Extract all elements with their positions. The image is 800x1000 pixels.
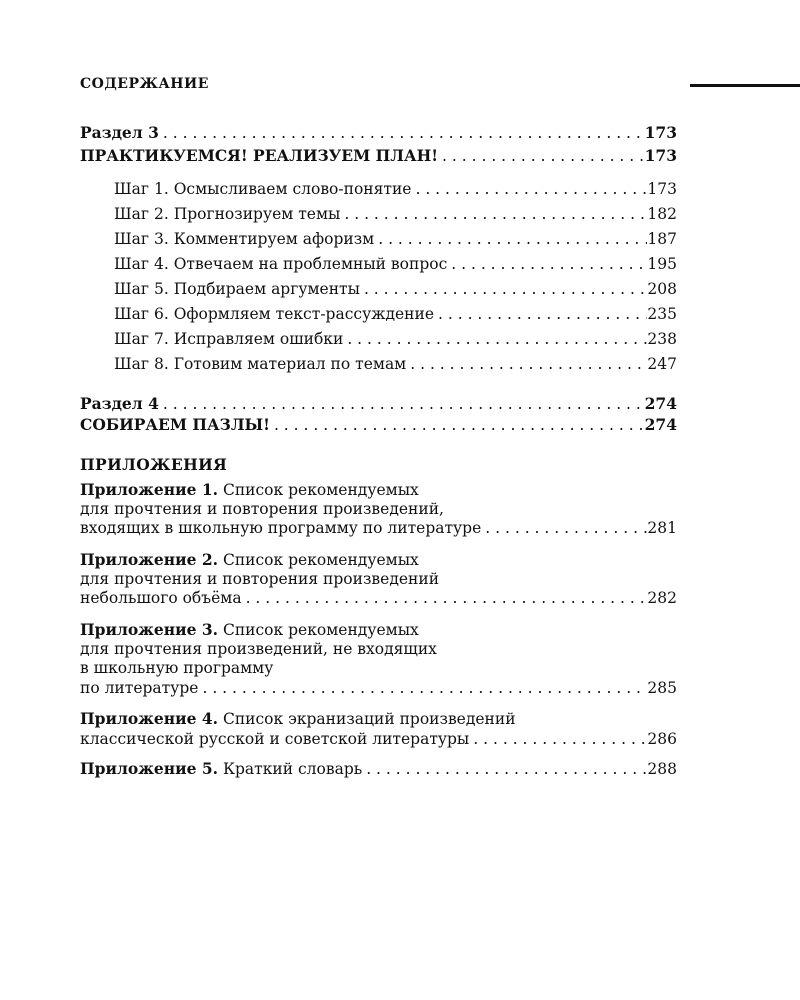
dot-leader bbox=[469, 729, 647, 749]
appendix-1-line[interactable] bbox=[80, 480, 419, 500]
appendix-text: для прочтения произведений, не входящих bbox=[80, 640, 437, 658]
toc-entry-page: 247 bbox=[647, 355, 677, 373]
toc-entry-label: Шаг 2. Прогнозируем темы bbox=[114, 205, 341, 223]
toc-entry-page: 274 bbox=[644, 394, 677, 413]
toc-entry-step[interactable] bbox=[114, 179, 677, 199]
toc-entry-page: 281 bbox=[647, 519, 677, 537]
toc-entry-section-4-title[interactable] bbox=[80, 415, 677, 435]
page-heading: СОДЕРЖАНИЕ bbox=[80, 76, 209, 92]
appendix-label: Приложение 3. bbox=[80, 620, 219, 639]
toc-entry-appendix-3[interactable] bbox=[80, 678, 677, 698]
toc-entry-label: небольшого объёма bbox=[80, 589, 242, 607]
appendix-text: в школьную программу bbox=[80, 659, 274, 677]
dot-leader bbox=[447, 254, 647, 274]
dot-leader bbox=[242, 588, 648, 608]
toc-entry-page: 274 bbox=[644, 415, 677, 434]
toc-entry-step[interactable] bbox=[114, 229, 677, 249]
toc-entry-label: классической русской и советской литературы bbox=[80, 730, 470, 748]
toc-entry-label: Шаг 6. Оформляем текст-рассуждение bbox=[114, 305, 435, 323]
toc-entry-page: 195 bbox=[647, 255, 677, 273]
toc-entry-label: Шаг 3. Комментируем афоризм bbox=[114, 230, 375, 248]
dot-leader bbox=[159, 394, 645, 414]
dot-leader bbox=[438, 146, 645, 166]
appendix-text: для прочтения и повторения произведений, bbox=[80, 500, 444, 518]
toc-entry-step[interactable] bbox=[114, 304, 677, 324]
toc-entry-label: Раздел 4 bbox=[80, 394, 159, 413]
toc-entry-label: Шаг 7. Исправляем ошибки bbox=[114, 330, 344, 348]
appendix-3-line[interactable] bbox=[80, 620, 419, 640]
toc-entry-label: Шаг 5. Подбираем аргументы bbox=[114, 280, 360, 298]
toc-entry-page: 286 bbox=[647, 730, 677, 748]
dot-leader bbox=[270, 415, 645, 435]
toc-entry-label: СОБИРАЕМ ПАЗЛЫ! bbox=[80, 415, 270, 434]
toc-entry-step[interactable] bbox=[114, 354, 677, 374]
toc-entry-page: 285 bbox=[647, 679, 677, 697]
toc-entry-appendix-1[interactable] bbox=[80, 518, 677, 538]
toc-entry-page: 182 bbox=[647, 205, 677, 223]
toc-entry-label: Шаг 4. Отвечаем на проблемный вопрос bbox=[114, 255, 448, 273]
appendices-heading: ПРИЛОЖЕНИЯ bbox=[80, 455, 228, 474]
toc-entry-section-4[interactable] bbox=[80, 394, 677, 414]
appendix-text: для прочтения и повторения произведений bbox=[80, 570, 440, 588]
toc-entry-page: 173 bbox=[644, 123, 677, 142]
toc-entry-section-3[interactable] bbox=[80, 123, 677, 143]
toc-entry-page: 238 bbox=[647, 330, 677, 348]
dot-leader bbox=[406, 354, 647, 374]
toc-entry-appendix-2[interactable] bbox=[80, 588, 677, 608]
toc-entry-page: 235 bbox=[647, 305, 677, 323]
toc-entry-page: 282 bbox=[647, 589, 677, 607]
toc-entry-step[interactable] bbox=[114, 254, 677, 274]
toc-entry-label: Шаг 8. Готовим материал по темам bbox=[114, 355, 407, 373]
appendix-label: Приложение 4. bbox=[80, 709, 219, 728]
toc-entry-label: Раздел 3 bbox=[80, 123, 159, 142]
dot-leader bbox=[434, 304, 647, 324]
dot-leader bbox=[360, 279, 647, 299]
toc-entry-label bbox=[80, 759, 362, 779]
appendix-label: Приложение 5. bbox=[80, 759, 219, 778]
toc-entry-label: ПРАКТИКУЕМСЯ! РЕАЛИЗУЕМ ПЛАН! bbox=[80, 146, 439, 165]
appendix-text: Список рекомендуемых bbox=[222, 551, 419, 569]
toc-entry-step[interactable] bbox=[114, 279, 677, 299]
dot-leader bbox=[481, 518, 647, 538]
toc-entry-step[interactable] bbox=[114, 204, 677, 224]
appendix-text: Список рекомендуемых bbox=[222, 481, 419, 499]
toc-entry-page: 288 bbox=[647, 760, 677, 778]
appendix-text: Список экранизаций произведений bbox=[222, 710, 516, 728]
top-rule bbox=[690, 84, 800, 87]
toc-entry-page: 173 bbox=[647, 180, 677, 198]
dot-leader bbox=[343, 329, 647, 349]
toc-entry-page: 208 bbox=[647, 280, 677, 298]
appendix-4-line[interactable] bbox=[80, 709, 516, 729]
dot-leader bbox=[362, 759, 647, 779]
toc-entry-label: Шаг 1. Осмысливаем слово-понятие bbox=[114, 180, 412, 198]
toc-entry-label: входящих в школьную программу по литературе bbox=[80, 519, 482, 537]
toc-entry-page: 173 bbox=[644, 146, 677, 165]
toc-entry-page: 187 bbox=[647, 230, 677, 248]
dot-leader bbox=[198, 678, 647, 698]
toc-entry-label: по литературе bbox=[80, 679, 199, 697]
toc-entry-appendix-5[interactable] bbox=[80, 759, 677, 779]
dot-leader bbox=[411, 179, 647, 199]
appendix-text: Краткий словарь bbox=[222, 760, 363, 778]
dot-leader bbox=[374, 229, 647, 249]
appendix-text: Список рекомендуемых bbox=[222, 621, 419, 639]
appendix-2-line[interactable] bbox=[80, 550, 419, 570]
toc-entry-section-3-title[interactable] bbox=[80, 146, 677, 166]
appendix-label: Приложение 2. bbox=[80, 550, 219, 569]
toc-entry-step[interactable] bbox=[114, 329, 677, 349]
toc-entry-appendix-4[interactable] bbox=[80, 729, 677, 749]
dot-leader bbox=[159, 123, 645, 143]
appendix-label: Приложение 1. bbox=[80, 480, 219, 499]
dot-leader bbox=[340, 204, 647, 224]
